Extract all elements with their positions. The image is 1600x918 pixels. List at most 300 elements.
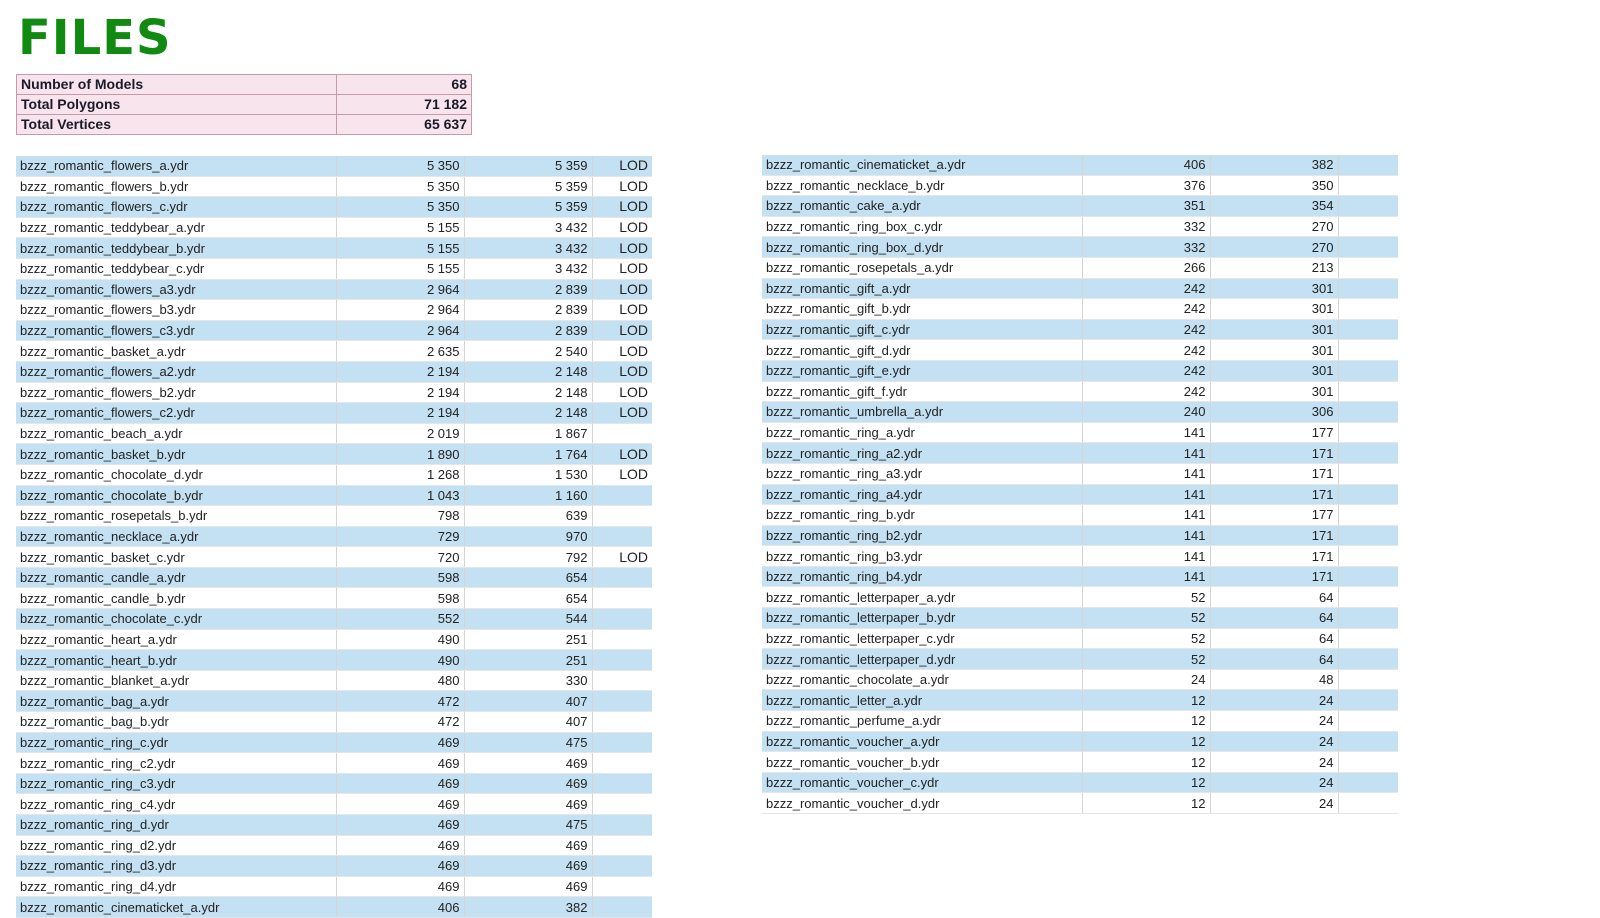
summary-value: 68 (337, 75, 472, 95)
vertices-cell: 469 (464, 794, 592, 815)
polygons-cell: 5 155 (336, 258, 464, 279)
polygons-cell: 332 (1082, 237, 1210, 258)
polygons-cell: 141 (1082, 463, 1210, 484)
vertices-cell: 639 (464, 506, 592, 527)
table-row (16, 609, 652, 630)
file-name-cell: bzzz_romantic_heart_a.ydr (16, 629, 336, 650)
file-name-cell: bzzz_romantic_basket_b.ydr (16, 444, 336, 465)
lod-cell (1338, 628, 1398, 649)
lod-cell (1338, 216, 1398, 237)
table-row (762, 360, 1398, 381)
file-name-cell: bzzz_romantic_chocolate_d.ydr (16, 464, 336, 485)
polygons-cell: 242 (1082, 278, 1210, 299)
vertices-cell: 171 (1210, 484, 1338, 505)
table-row (762, 628, 1398, 649)
vertices-cell: 171 (1210, 546, 1338, 567)
table-row (16, 712, 652, 733)
file-name-cell: bzzz_romantic_bag_a.ydr (16, 691, 336, 712)
summary-table (16, 74, 472, 135)
file-name-cell: bzzz_romantic_rosepetals_b.ydr (16, 506, 336, 527)
lod-cell (592, 485, 652, 506)
table-row (762, 525, 1398, 546)
vertices-cell: 24 (1210, 711, 1338, 732)
table-row (762, 155, 1398, 175)
table-row (762, 608, 1398, 629)
polygons-cell: 332 (1082, 216, 1210, 237)
table-row (16, 876, 652, 897)
summary-value: 65 637 (337, 115, 472, 135)
table-row (16, 732, 652, 753)
lod-cell: LOD (592, 258, 652, 279)
polygons-cell: 472 (336, 712, 464, 733)
vertices-cell: 3 432 (464, 258, 592, 279)
lod-cell: LOD (592, 464, 652, 485)
polygons-cell: 469 (336, 856, 464, 877)
table-row (16, 506, 652, 527)
vertices-cell: 654 (464, 567, 592, 588)
table-row (762, 463, 1398, 484)
summary-value: 71 182 (337, 95, 472, 115)
vertices-cell: 2 148 (464, 382, 592, 403)
table-row (16, 444, 652, 465)
summary-row (17, 75, 472, 95)
table-row (762, 216, 1398, 237)
vertices-cell: 177 (1210, 422, 1338, 443)
file-name-cell: bzzz_romantic_ring_c3.ydr (16, 773, 336, 794)
file-name-cell: bzzz_romantic_ring_d2.ydr (16, 835, 336, 856)
lod-cell (1338, 381, 1398, 402)
lod-cell (1338, 669, 1398, 690)
file-name-cell: bzzz_romantic_ring_c2.ydr (16, 753, 336, 774)
vertices-cell: 330 (464, 670, 592, 691)
lod-cell (1338, 649, 1398, 670)
file-name-cell: bzzz_romantic_ring_c4.ydr (16, 794, 336, 815)
file-name-cell: bzzz_romantic_ring_a.ydr (762, 422, 1082, 443)
lod-cell: LOD (592, 403, 652, 424)
table-row (762, 546, 1398, 567)
vertices-cell: 1 530 (464, 464, 592, 485)
table-row (16, 176, 652, 197)
file-name-cell: bzzz_romantic_teddybear_b.ydr (16, 238, 336, 259)
vertices-cell: 2 839 (464, 320, 592, 341)
lod-cell (1338, 402, 1398, 423)
vertices-cell: 177 (1210, 505, 1338, 526)
table-row (762, 752, 1398, 773)
table-row (16, 279, 652, 300)
polygons-cell: 598 (336, 567, 464, 588)
lod-cell (1338, 505, 1398, 526)
lod-cell: LOD (592, 341, 652, 362)
file-name-cell: bzzz_romantic_letter_a.ydr (762, 690, 1082, 711)
polygons-cell: 2 019 (336, 423, 464, 444)
polygons-cell: 490 (336, 629, 464, 650)
file-name-cell: bzzz_romantic_voucher_d.ydr (762, 793, 1082, 814)
polygons-cell: 141 (1082, 546, 1210, 567)
table-row (16, 382, 652, 403)
lod-cell (592, 650, 652, 671)
table-row (16, 464, 652, 485)
table-row (762, 402, 1398, 423)
lod-cell (1338, 443, 1398, 464)
summary-label: Total Polygons (17, 95, 337, 115)
vertices-cell: 64 (1210, 587, 1338, 608)
lod-cell (1338, 752, 1398, 773)
vertices-cell: 1 160 (464, 485, 592, 506)
vertices-cell: 2 540 (464, 341, 592, 362)
vertices-cell: 2 839 (464, 300, 592, 321)
file-name-cell: bzzz_romantic_chocolate_c.ydr (16, 609, 336, 630)
polygons-cell: 141 (1082, 505, 1210, 526)
file-name-cell: bzzz_romantic_candle_b.ydr (16, 588, 336, 609)
polygons-cell: 12 (1082, 731, 1210, 752)
file-name-cell: bzzz_romantic_bag_b.ydr (16, 712, 336, 733)
file-name-cell: bzzz_romantic_ring_b.ydr (762, 505, 1082, 526)
polygons-cell: 1 268 (336, 464, 464, 485)
lod-cell (592, 732, 652, 753)
polygons-cell: 266 (1082, 257, 1210, 278)
summary-row (17, 115, 472, 135)
file-name-cell: bzzz_romantic_ring_box_c.ydr (762, 216, 1082, 237)
vertices-cell: 64 (1210, 649, 1338, 670)
table-row (762, 237, 1398, 258)
polygons-cell: 52 (1082, 649, 1210, 670)
polygons-cell: 1 890 (336, 444, 464, 465)
vertices-cell: 407 (464, 712, 592, 733)
polygons-cell: 12 (1082, 690, 1210, 711)
vertices-cell: 270 (1210, 216, 1338, 237)
table-row (16, 691, 652, 712)
table-row (762, 772, 1398, 793)
table-row (16, 238, 652, 259)
lod-cell (1338, 463, 1398, 484)
polygons-cell: 2 964 (336, 320, 464, 341)
lod-cell (1338, 546, 1398, 567)
lod-cell (1338, 319, 1398, 340)
vertices-cell: 475 (464, 732, 592, 753)
file-name-cell: bzzz_romantic_flowers_b3.ydr (16, 300, 336, 321)
lod-cell (592, 691, 652, 712)
polygons-cell: 2 964 (336, 300, 464, 321)
lod-cell (592, 670, 652, 691)
vertices-cell: 2 148 (464, 403, 592, 424)
table-row (762, 443, 1398, 464)
file-name-cell: bzzz_romantic_teddybear_a.ydr (16, 217, 336, 238)
lod-cell: LOD (592, 444, 652, 465)
vertices-cell: 469 (464, 856, 592, 877)
polygons-cell: 469 (336, 794, 464, 815)
polygons-cell: 480 (336, 670, 464, 691)
polygons-cell: 2 194 (336, 403, 464, 424)
vertices-cell: 251 (464, 629, 592, 650)
vertices-cell: 301 (1210, 278, 1338, 299)
summary-row (17, 95, 472, 115)
lod-cell: LOD (592, 217, 652, 238)
file-name-cell: bzzz_romantic_flowers_c3.ydr (16, 320, 336, 341)
table-row (762, 319, 1398, 340)
file-name-cell: bzzz_romantic_umbrella_a.ydr (762, 402, 1082, 423)
lod-cell: LOD (592, 156, 652, 176)
vertices-cell: 2 148 (464, 361, 592, 382)
file-name-cell: bzzz_romantic_heart_b.ydr (16, 650, 336, 671)
lod-cell (1338, 793, 1398, 814)
polygons-cell: 5 155 (336, 217, 464, 238)
table-row (762, 731, 1398, 752)
file-name-cell: bzzz_romantic_letterpaper_a.ydr (762, 587, 1082, 608)
polygons-cell: 141 (1082, 566, 1210, 587)
table-row (762, 278, 1398, 299)
table-row (762, 690, 1398, 711)
vertices-cell: 469 (464, 753, 592, 774)
vertices-cell: 3 432 (464, 238, 592, 259)
table-row (16, 526, 652, 547)
lod-cell (1338, 196, 1398, 217)
polygons-cell: 12 (1082, 711, 1210, 732)
lod-cell (1338, 587, 1398, 608)
lod-cell (1338, 257, 1398, 278)
file-name-cell: bzzz_romantic_ring_d3.ydr (16, 856, 336, 877)
vertices-cell: 171 (1210, 525, 1338, 546)
table-row (16, 856, 652, 877)
table-row (16, 197, 652, 218)
vertices-cell: 350 (1210, 175, 1338, 196)
table-row (16, 403, 652, 424)
table-row (762, 422, 1398, 443)
file-name-cell: bzzz_romantic_flowers_b2.ydr (16, 382, 336, 403)
table-row (16, 815, 652, 836)
table-row (16, 547, 652, 568)
file-name-cell: bzzz_romantic_letterpaper_b.ydr (762, 608, 1082, 629)
vertices-cell: 24 (1210, 772, 1338, 793)
table-row (762, 505, 1398, 526)
file-name-cell: bzzz_romantic_cake_a.ydr (762, 196, 1082, 217)
polygons-cell: 376 (1082, 175, 1210, 196)
table-row (16, 300, 652, 321)
files-table-left (16, 156, 652, 918)
file-name-cell: bzzz_romantic_perfume_a.ydr (762, 711, 1082, 732)
polygons-cell: 12 (1082, 793, 1210, 814)
lod-cell (592, 506, 652, 527)
file-name-cell: bzzz_romantic_gift_c.ydr (762, 319, 1082, 340)
lod-cell (1338, 299, 1398, 320)
lod-cell: LOD (592, 197, 652, 218)
lod-cell: LOD (592, 176, 652, 197)
lod-cell (1338, 278, 1398, 299)
file-name-cell: bzzz_romantic_gift_e.ydr (762, 360, 1082, 381)
table-row (762, 175, 1398, 196)
polygons-cell: 720 (336, 547, 464, 568)
lod-cell (592, 588, 652, 609)
table-row (762, 649, 1398, 670)
polygons-cell: 141 (1082, 422, 1210, 443)
vertices-cell: 171 (1210, 566, 1338, 587)
lod-cell: LOD (592, 382, 652, 403)
table-row (762, 257, 1398, 278)
lod-cell (1338, 772, 1398, 793)
file-name-cell: bzzz_romantic_rosepetals_a.ydr (762, 257, 1082, 278)
table-row (16, 835, 652, 856)
lod-cell (592, 423, 652, 444)
lod-cell (1338, 690, 1398, 711)
polygons-cell: 141 (1082, 525, 1210, 546)
file-name-cell: bzzz_romantic_necklace_a.ydr (16, 526, 336, 547)
polygons-cell: 24 (1082, 669, 1210, 690)
polygons-cell: 240 (1082, 402, 1210, 423)
vertices-cell: 469 (464, 876, 592, 897)
vertices-cell: 382 (464, 897, 592, 918)
polygons-cell: 1 043 (336, 485, 464, 506)
lod-cell (1338, 340, 1398, 361)
polygons-cell: 469 (336, 835, 464, 856)
lod-cell: LOD (592, 320, 652, 341)
vertices-cell: 171 (1210, 463, 1338, 484)
lod-cell: LOD (592, 547, 652, 568)
file-name-cell: bzzz_romantic_ring_d4.ydr (16, 876, 336, 897)
polygons-cell: 141 (1082, 443, 1210, 464)
polygons-cell: 5 155 (336, 238, 464, 259)
vertices-cell: 475 (464, 815, 592, 836)
lod-cell (1338, 731, 1398, 752)
lod-cell: LOD (592, 300, 652, 321)
table-row (16, 588, 652, 609)
polygons-cell: 406 (336, 897, 464, 918)
lod-cell (592, 712, 652, 733)
table-row (16, 753, 652, 774)
vertices-cell: 301 (1210, 381, 1338, 402)
lod-cell (592, 773, 652, 794)
vertices-cell: 24 (1210, 752, 1338, 773)
lod-cell (1338, 566, 1398, 587)
polygons-cell: 242 (1082, 319, 1210, 340)
vertices-cell: 3 432 (464, 217, 592, 238)
vertices-cell: 306 (1210, 402, 1338, 423)
table-row (762, 566, 1398, 587)
table-row (762, 587, 1398, 608)
vertices-cell: 654 (464, 588, 592, 609)
lod-cell (592, 835, 652, 856)
polygons-cell: 490 (336, 650, 464, 671)
polygons-cell: 469 (336, 753, 464, 774)
polygons-cell: 52 (1082, 608, 1210, 629)
file-name-cell: bzzz_romantic_ring_box_d.ydr (762, 237, 1082, 258)
lod-cell (1338, 525, 1398, 546)
file-name-cell: bzzz_romantic_candle_a.ydr (16, 567, 336, 588)
polygons-cell: 242 (1082, 340, 1210, 361)
files-table-right (762, 155, 1398, 814)
file-name-cell: bzzz_romantic_chocolate_a.ydr (762, 669, 1082, 690)
table-row (16, 258, 652, 279)
vertices-cell: 5 359 (464, 176, 592, 197)
polygons-cell: 798 (336, 506, 464, 527)
file-name-cell: bzzz_romantic_gift_b.ydr (762, 299, 1082, 320)
lod-cell: LOD (592, 238, 652, 259)
file-name-cell: bzzz_romantic_flowers_c.ydr (16, 197, 336, 218)
file-name-cell: bzzz_romantic_ring_b3.ydr (762, 546, 1082, 567)
vertices-cell: 469 (464, 835, 592, 856)
file-name-cell: bzzz_romantic_ring_d.ydr (16, 815, 336, 836)
vertices-cell: 24 (1210, 731, 1338, 752)
polygons-cell: 5 350 (336, 156, 464, 176)
table-row (16, 485, 652, 506)
lod-cell (1338, 175, 1398, 196)
vertices-cell: 544 (464, 609, 592, 630)
vertices-cell: 5 359 (464, 197, 592, 218)
lod-cell: LOD (592, 279, 652, 300)
vertices-cell: 270 (1210, 237, 1338, 258)
polygons-cell: 5 350 (336, 176, 464, 197)
lod-cell (592, 629, 652, 650)
file-name-cell: bzzz_romantic_flowers_a2.ydr (16, 361, 336, 382)
vertices-cell: 354 (1210, 196, 1338, 217)
polygons-cell: 472 (336, 691, 464, 712)
lod-cell (592, 567, 652, 588)
table-row (16, 156, 652, 176)
lod-cell (1338, 484, 1398, 505)
polygons-cell: 406 (1082, 155, 1210, 175)
vertices-cell: 301 (1210, 299, 1338, 320)
table-row (16, 361, 652, 382)
polygons-cell: 52 (1082, 628, 1210, 649)
vertices-cell: 5 359 (464, 156, 592, 176)
file-name-cell: bzzz_romantic_cinematicket_a.ydr (762, 155, 1082, 175)
lod-cell (1338, 608, 1398, 629)
file-name-cell: bzzz_romantic_flowers_a3.ydr (16, 279, 336, 300)
vertices-cell: 1 867 (464, 423, 592, 444)
vertices-cell: 301 (1210, 340, 1338, 361)
lod-cell (592, 856, 652, 877)
polygons-cell: 469 (336, 773, 464, 794)
file-name-cell: bzzz_romantic_ring_b2.ydr (762, 525, 1082, 546)
file-name-cell: bzzz_romantic_letterpaper_d.ydr (762, 649, 1082, 670)
polygons-cell: 52 (1082, 587, 1210, 608)
table-row (762, 793, 1398, 814)
file-name-cell: bzzz_romantic_voucher_b.ydr (762, 752, 1082, 773)
polygons-cell: 2 194 (336, 361, 464, 382)
vertices-cell: 407 (464, 691, 592, 712)
polygons-cell: 469 (336, 732, 464, 753)
file-name-cell: bzzz_romantic_beach_a.ydr (16, 423, 336, 444)
table-row (16, 773, 652, 794)
table-row (16, 670, 652, 691)
file-name-cell: bzzz_romantic_flowers_c2.ydr (16, 403, 336, 424)
lod-cell (592, 815, 652, 836)
lod-cell (1338, 422, 1398, 443)
vertices-cell: 24 (1210, 793, 1338, 814)
polygons-cell: 598 (336, 588, 464, 609)
vertices-cell: 48 (1210, 669, 1338, 690)
lod-cell (592, 609, 652, 630)
vertices-cell: 64 (1210, 628, 1338, 649)
table-row (16, 567, 652, 588)
polygons-cell: 242 (1082, 381, 1210, 402)
file-name-cell: bzzz_romantic_ring_c.ydr (16, 732, 336, 753)
table-row (762, 484, 1398, 505)
page-title: FILES (18, 10, 172, 66)
vertices-cell: 1 764 (464, 444, 592, 465)
polygons-cell: 2 194 (336, 382, 464, 403)
table-row (16, 423, 652, 444)
file-name-cell: bzzz_romantic_flowers_b.ydr (16, 176, 336, 197)
polygons-cell: 242 (1082, 299, 1210, 320)
polygons-cell: 729 (336, 526, 464, 547)
lod-cell (592, 526, 652, 547)
file-name-cell: bzzz_romantic_teddybear_c.ydr (16, 258, 336, 279)
polygons-cell: 351 (1082, 196, 1210, 217)
table-row (762, 669, 1398, 690)
vertices-cell: 251 (464, 650, 592, 671)
vertices-cell: 24 (1210, 690, 1338, 711)
file-name-cell: bzzz_romantic_ring_a4.ydr (762, 484, 1082, 505)
file-name-cell: bzzz_romantic_voucher_c.ydr (762, 772, 1082, 793)
